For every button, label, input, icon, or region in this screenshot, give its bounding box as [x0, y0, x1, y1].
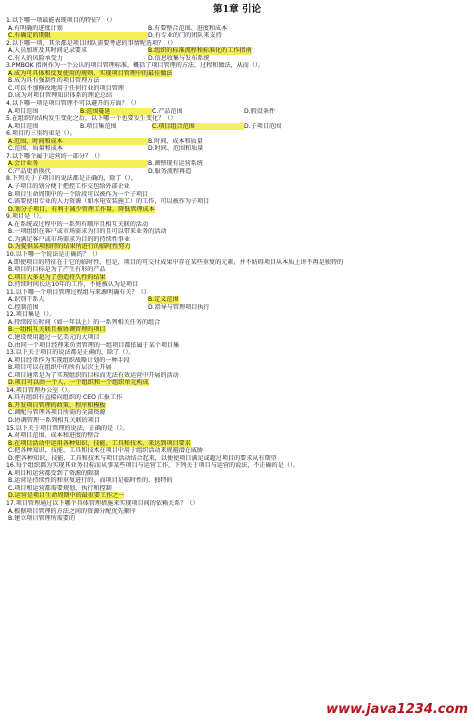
option-row	[6, 296, 468, 304]
option-text: B.项目集范围	[80, 122, 117, 130]
option-row	[6, 160, 468, 168]
option-text: D.成为对项目管理知识体系的理论总结	[8, 92, 113, 100]
option-text: A.会计业务	[8, 160, 148, 168]
option-text: A.识别干系人	[8, 296, 45, 304]
option-row	[6, 108, 468, 116]
option-text: B.项目的目标是为了产生有形的产品	[8, 266, 106, 274]
option-line	[6, 402, 468, 410]
option-line	[6, 432, 468, 440]
option-text: C.可以不加修改地用于任何行业的项目管理	[8, 84, 124, 92]
option-text: B.时间、成本和质量	[148, 137, 203, 145]
option-text: A.项目范围	[8, 122, 39, 130]
option-line	[6, 326, 468, 334]
option-line	[6, 228, 468, 236]
option-row	[6, 145, 468, 153]
option-line	[6, 477, 468, 485]
option-text: B.建立项目管理所需要的	[8, 515, 76, 523]
option-text: A.范围、时间和成本	[8, 138, 148, 146]
option-line	[6, 259, 468, 267]
option-text: B.成为具有强制性的项目管理方法	[8, 77, 100, 85]
watermark: www.java1234.com	[326, 702, 468, 717]
option-row	[6, 138, 468, 146]
option-text: C.项目和运营都需要规划、执行和控制	[8, 484, 112, 492]
option-text: C.调配与管理各项目所需的全部资源	[8, 409, 106, 417]
option-text: D.协调管理一系列相互关联的项目	[8, 416, 100, 424]
option-line	[6, 198, 468, 206]
option-text: B.定义范围	[148, 296, 179, 304]
question-line: 9.项目是（）。	[6, 213, 46, 221]
option-text: D.信息收集与发布系统	[148, 54, 210, 62]
option-text: A.根据项目管理的方法之间的资源分配优先顺序	[8, 507, 136, 515]
question-line: 6.项目的三重约束是（）。	[6, 130, 76, 138]
option-row	[6, 168, 468, 176]
option-text: C.产品更新换代	[8, 167, 51, 175]
option-text: A.即使项目的特征在于它的临时性，但是，项目的可交付成果中存在某些重复的元素，并不妨碍项目从本质上讲不再是独特的	[8, 258, 344, 266]
option-line	[6, 455, 468, 463]
option-row	[6, 304, 468, 312]
option-text: C.项目组合范围	[152, 123, 244, 131]
option-line	[6, 92, 468, 100]
option-row	[6, 47, 468, 55]
option-line	[6, 394, 468, 402]
option-text: C.项目大多是为了创造持久性的结果	[8, 273, 106, 281]
option-text: D.项目可以由一个人、一个组织和一个组织单元构成	[8, 379, 149, 387]
chapter-title: 第1章 引论	[213, 4, 261, 15]
option-row	[6, 25, 468, 33]
option-text: D.有专业的门的团队来支持	[148, 32, 222, 40]
option-text: B.一组相互关联且被协调管理的项目	[8, 326, 106, 334]
option-text: C.有确定的期限	[8, 32, 148, 40]
option-line	[6, 409, 468, 417]
option-line	[6, 243, 468, 251]
option-line	[6, 470, 468, 478]
option-line	[6, 364, 468, 372]
option-text: C.需要使用专业的人力资源（如水电安装施工）的工作，可以被作为子项目	[8, 198, 210, 206]
question-line: 15.以下关于项目管理的说法，正确的是（）。	[6, 424, 129, 432]
option-text: B.项目生命周期中的一个阶段可以被作为一个子项目	[8, 190, 149, 198]
option-row	[6, 55, 468, 63]
option-text: B.有要整合范围、进度和成本	[148, 24, 228, 32]
option-text: A.有明确的进度计划	[8, 24, 63, 32]
option-text: B.调整现有运营系统	[148, 160, 203, 168]
option-text: B.项目可以在组织中的所有层次上开展	[8, 364, 112, 372]
option-text: D.假设条件	[244, 107, 276, 115]
option-line	[6, 342, 468, 350]
option-text: B.运营是持续性的和重复进行的，而项目是临时性的、独特的	[8, 477, 173, 485]
option-text: D.划分子项目，有利于减少管理工作量，降低管理成本	[8, 205, 155, 213]
option-text: D.把各种知识、技能、工具和技术与项目活动结合起来，以便使项目满足或超过项目的要求从有期望	[8, 454, 277, 462]
option-line	[6, 357, 468, 365]
option-text: C.建设费用超过一亿美元的大项目	[8, 333, 100, 341]
option-line	[6, 70, 468, 78]
option-text: A.具有组织有直接向组织的 CEO 汇报工作	[8, 394, 123, 402]
option-text: C.把各种知识、技能、工具和技术在项目中用于组织活动来规避潜在威胁	[8, 447, 204, 455]
question-line: 4.以下哪一项是项目管理不可以避开的方面？（）	[6, 100, 140, 108]
option-line	[6, 183, 468, 191]
option-text: D.运营是项目生命周期中的最重要工作之一	[8, 492, 125, 500]
question-list	[6, 17, 468, 523]
option-line	[6, 492, 468, 500]
option-text: D.时间、范围和质量	[148, 145, 204, 153]
option-line	[6, 417, 468, 425]
option-line	[6, 319, 468, 327]
option-text: A.项目范围	[8, 107, 39, 115]
option-line	[6, 334, 468, 342]
option-text: D.为提供某项独特的结果所进行的临时性努力	[8, 243, 131, 251]
option-line	[6, 77, 468, 85]
question-line: 14.项目管理办公室（）。	[6, 386, 74, 394]
question-line: 2.以下哪一项，其余都是项目团队需要考虑的事情呢选项？（）	[6, 39, 177, 47]
option-text: B.在项目活动中运用各种知识、技能、工具和技术，来达到项目要求	[8, 439, 191, 447]
option-row	[6, 32, 468, 40]
question-line: 5.在组织的结构发生变化之后，以下哪一个也要发生变化？（）	[6, 115, 177, 123]
option-text: B.范围蔓延	[80, 108, 152, 116]
option-text: A.成为可具体和反复使用的规则、实现项目管理中的最佳做法	[8, 69, 173, 77]
option-line	[6, 485, 468, 493]
question-line: 13.以下关于项目的说法都是正确的，除了（）。	[6, 349, 135, 357]
option-text: A.在系统或过程中的一系列有顺序且相互关联的活动	[8, 220, 149, 228]
option-line	[6, 85, 468, 93]
question-line: 12.项目集是（）。	[6, 311, 56, 319]
option-text: B.组织的标准流程和标准化的工作指南	[148, 47, 252, 55]
option-text: A.子项目的划分便于把控工作交包给外部企业	[8, 183, 130, 191]
option-text: A.项目和运营都受到了资源的限制	[8, 469, 100, 477]
option-text: D.子项目范围	[244, 122, 282, 130]
option-text: A.对项目范围、成本和进度的整合	[8, 432, 100, 440]
option-line	[6, 372, 468, 380]
option-text: D.服务流程再造	[148, 167, 192, 175]
option-text: A.持续较长时间（如一年以上）的一系列相关任务的组合	[8, 318, 161, 326]
question-line: 11.以下哪一个项目管理过程组与来源明确有关？（）	[6, 288, 150, 296]
question-line: 17.项目管理通过以下哪个具体管理措施来实现项目间的依赖关系？（）	[6, 500, 199, 507]
option-text: C.范围、质量和成本	[8, 145, 63, 153]
option-line	[6, 281, 468, 289]
option-text: C.为满足客户或市场需求为目的的持续性事业	[8, 235, 130, 243]
option-line	[6, 379, 468, 387]
option-line	[6, 447, 468, 455]
option-text: D.由同一个项目经理来负责管理的一组项目都依属于某个项目集	[8, 341, 180, 349]
option-text: B.一项组织在客户或市场需求为目的且可以带来业务的活动	[8, 228, 167, 236]
option-text: A.人员加班及其时间记录要求	[8, 47, 88, 55]
option-text: D.持续时间长达10年的工作，不能被认为是项目	[8, 281, 139, 289]
option-line	[6, 274, 468, 282]
option-row	[6, 123, 468, 131]
question-line: 7.以下哪个属于运营的一部分？（）	[6, 152, 104, 160]
question-line: 1.以下哪一项最能表现项目的特征？（）	[6, 17, 116, 24]
option-line	[6, 236, 468, 244]
option-text: C.项目通常是为了实现组织的目标而无法有效运营中开展的活动	[8, 371, 179, 379]
option-line	[6, 266, 468, 274]
question-line: 3.PMBOK 指南作为一个公认的项目管理标准，概括了项目管理的方法、过程和做法，从而（）。	[6, 62, 265, 70]
question-line: 8.下列关于子项目的说法都是正确的，除了（）。	[6, 175, 137, 183]
option-text: C.产品范围	[152, 107, 183, 115]
option-line	[6, 191, 468, 199]
option-line	[6, 515, 468, 523]
option-text: C.控制范围	[8, 303, 39, 311]
option-line	[6, 206, 468, 214]
question-line: 16.每个组织都为实现其业务目标而从事某些项目与运营工作，下列关于项目与运营的说法，不正确的是（）。	[6, 462, 300, 470]
question-line: 10.以下哪一个说法是正确的？（）	[6, 250, 102, 258]
option-line	[6, 221, 468, 229]
option-text: C.有人的风险承受力	[8, 54, 63, 62]
option-text: D.指导与管理项目执行	[148, 303, 210, 311]
option-text: B.开发项目管理的政策、程序和模板	[8, 401, 106, 409]
option-line	[6, 440, 468, 448]
option-text: A.项目经常作为实现组织战略计划的一种手段	[8, 356, 130, 364]
option-line	[6, 508, 468, 516]
